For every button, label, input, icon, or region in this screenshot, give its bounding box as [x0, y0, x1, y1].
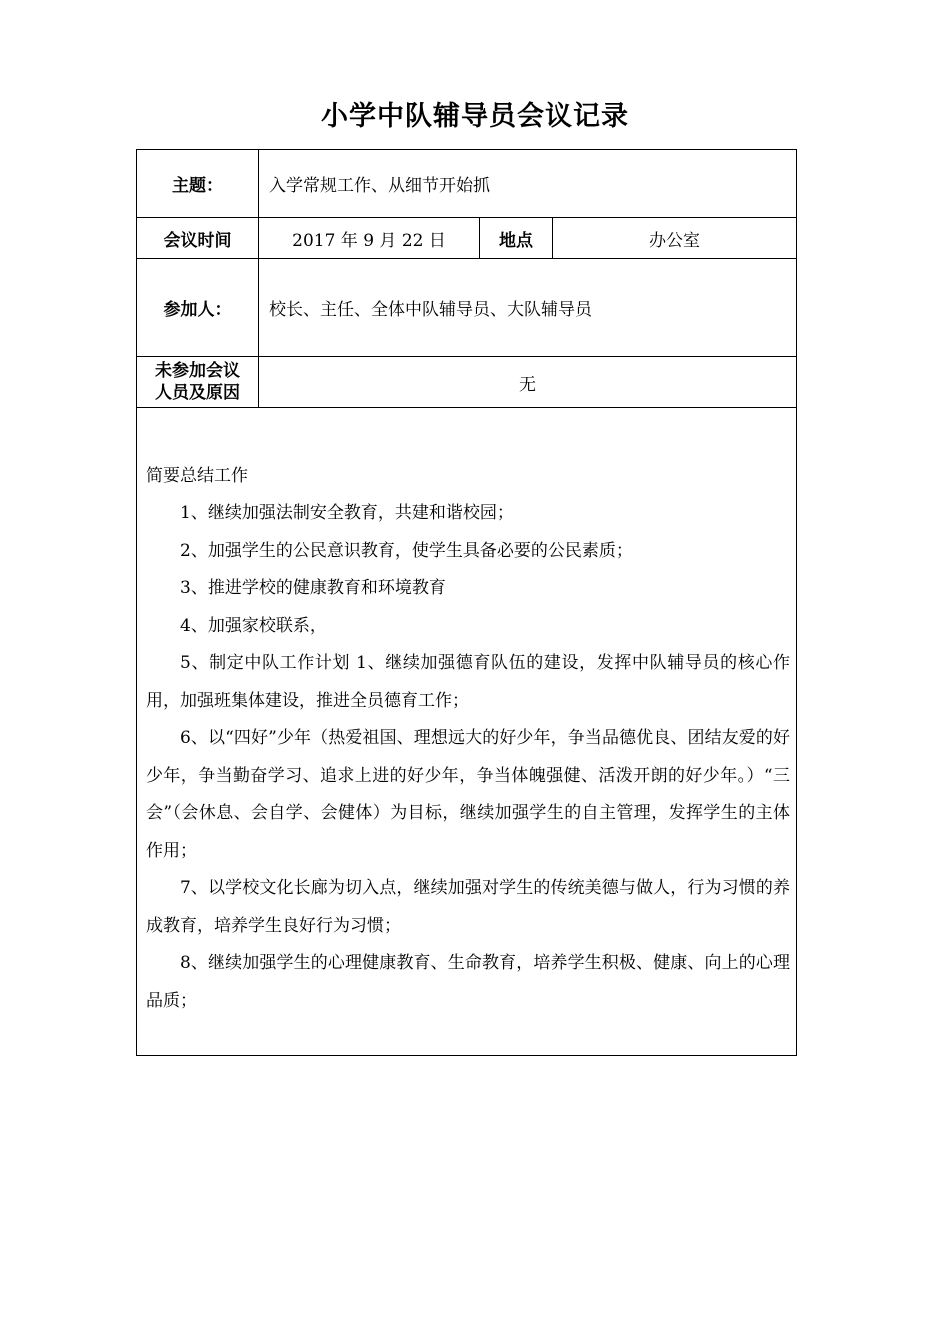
participants-label: 参加人：: [137, 259, 259, 357]
participants-value: 校长、主任、全体中队辅导员、大队辅导员: [259, 259, 797, 357]
time-location-row: [137, 218, 797, 259]
summary-item: 1、继续加强法制安全教育，共建和谐校园；: [180, 503, 514, 523]
document-title: 小学中队辅导员会议记录: [321, 101, 629, 132]
absent-label-line1: 未参加会议: [155, 361, 240, 381]
summary-item: 2、加强学生的公民意识教育，使学生具备必要的公民素质；: [180, 540, 633, 561]
summary-row: [137, 408, 797, 1056]
participants-row: [137, 259, 797, 357]
topic-value: 入学常规工作、从细节开始抓: [259, 150, 797, 218]
summary-cell: [137, 408, 797, 1056]
summary-item: 7、以学校文化长廊为切入点，继续加强对学生的传统美德与做人，行为习惯的养成教育，培养学生良好行为习惯；: [146, 878, 791, 936]
summary-item: 8、继续加强学生的心理健康教育、生命教育，培养学生积极、健康、向上的心理品质；: [146, 953, 791, 1011]
summary-heading: 简要总结工作: [146, 466, 248, 486]
summary-item: 6、以“四好”少年（热爱祖国、理想远大的好少年，争当品德优良、团结友爱的好少年，争当勤奋学习、追求上进的好少年，争当体魄强健、活泼开朗的好少年。）“三会”（会休息、会自学、会健体）为目标，继续加强学生的自主管理，发挥学生的主体作用；: [146, 728, 791, 861]
location-label: 地点: [480, 218, 553, 259]
absent-label-line2: 人员及原因: [155, 383, 240, 403]
location-value: 办公室: [553, 218, 797, 259]
meeting-record-table: [136, 149, 797, 1056]
absent-label: [137, 357, 259, 408]
meeting-time-label: 会议时间: [137, 218, 259, 259]
summary-item: 3、推进学校的健康教育和环境教育: [180, 578, 446, 598]
topic-label: 主题：: [137, 150, 259, 218]
absent-row: [137, 357, 797, 408]
meeting-time-value: 2017 年 9 月 22 日: [259, 218, 480, 259]
summary-item: 5、制定中队工作计划 1、继续加强德育队伍的建设，发挥中队辅导员的核心作用，加强班集体建设，推进全员德育工作；: [146, 653, 791, 711]
topic-row: [137, 150, 797, 218]
summary-item: 4、加强家校联系，: [180, 615, 327, 636]
absent-value: 无: [259, 357, 797, 408]
